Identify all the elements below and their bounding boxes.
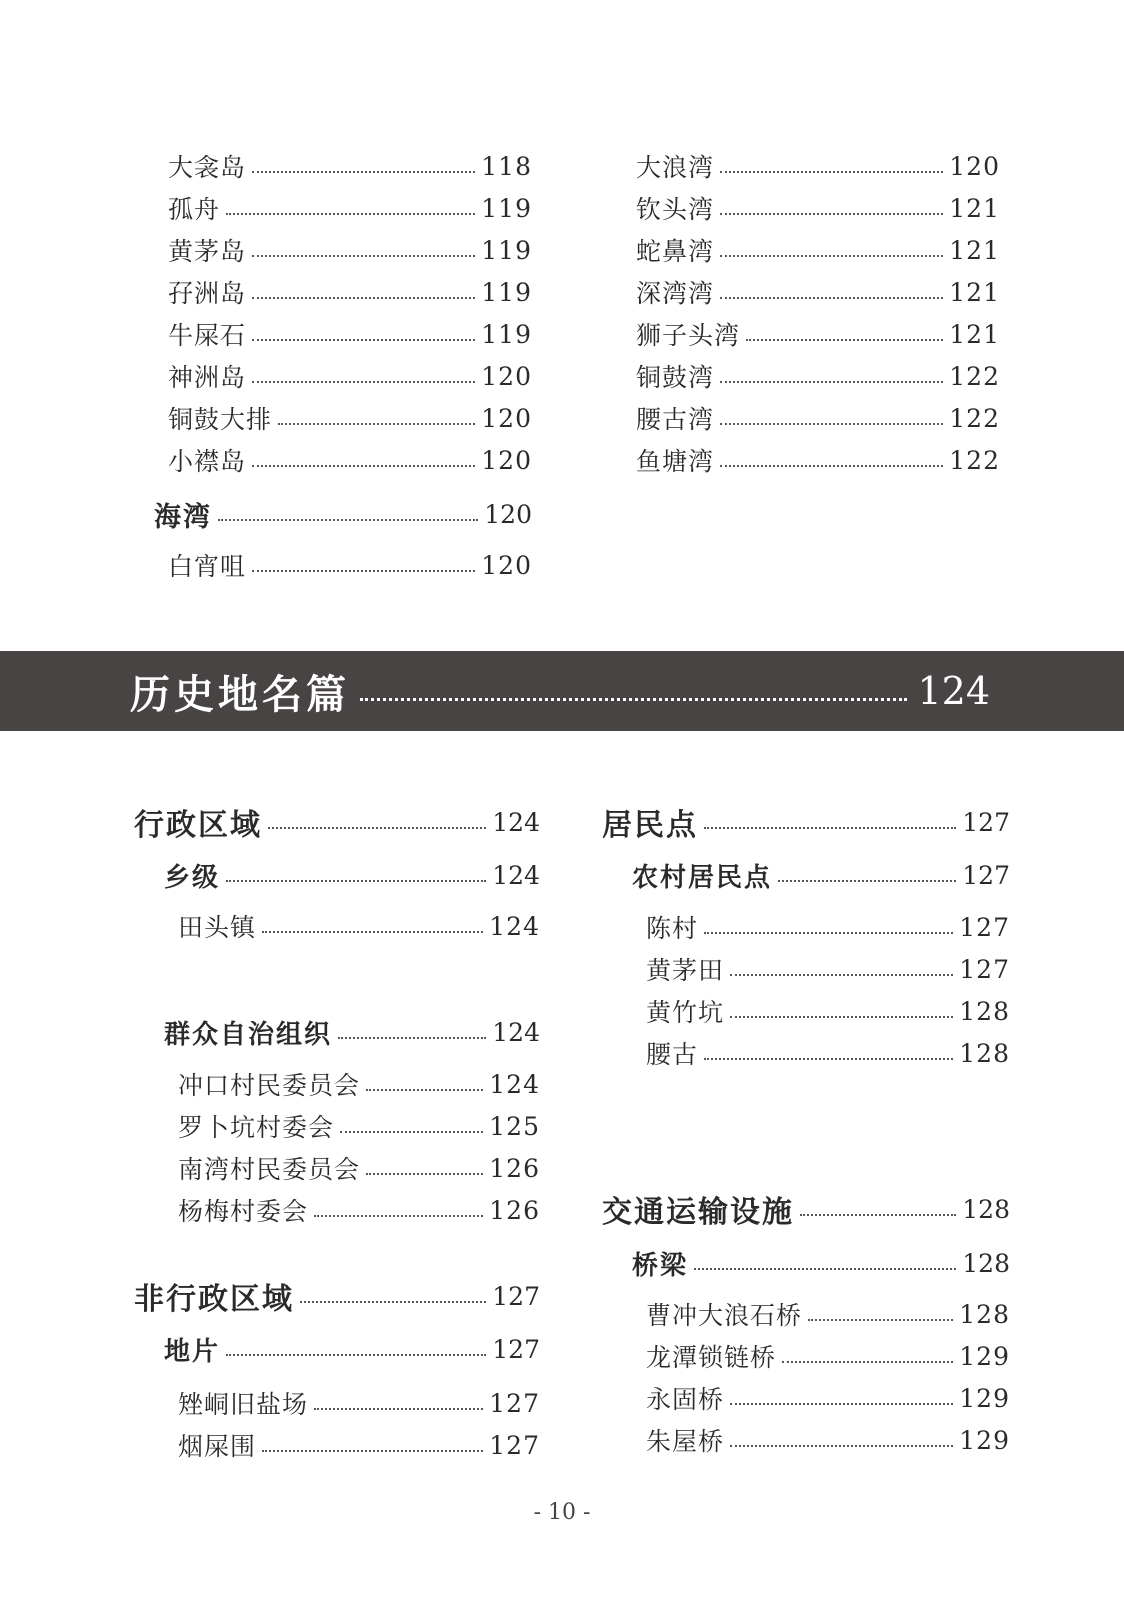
toc-entry[interactable] xyxy=(636,357,1000,395)
toc-entry-label: 陈村 xyxy=(646,914,699,943)
toc-entry[interactable] xyxy=(164,1013,540,1051)
toc-entry[interactable] xyxy=(632,1244,1010,1282)
leader-dots xyxy=(226,213,475,215)
leader-dots xyxy=(226,880,486,882)
toc-entry-label: 鱼塘湾 xyxy=(636,447,715,476)
toc-entry-label: 田头镇 xyxy=(178,913,257,942)
leader-dots xyxy=(808,1319,953,1321)
toc-entry-page: 129 xyxy=(959,1383,1010,1413)
toc-entry-label: 乡级 xyxy=(164,862,221,893)
toc-entry-label: 神洲岛 xyxy=(168,363,247,392)
toc-entry[interactable] xyxy=(178,1426,540,1464)
toc-entry[interactable] xyxy=(636,399,1000,437)
toc-entry-page: 119 xyxy=(481,319,532,349)
toc-entry-label: 桥梁 xyxy=(632,1250,689,1281)
toc-entry[interactable] xyxy=(134,803,540,841)
toc-entry-label: 孤舟 xyxy=(168,195,221,224)
leader-dots xyxy=(314,1408,483,1410)
toc-entry-label: 海湾 xyxy=(154,501,212,533)
toc-entry-page: 118 xyxy=(481,151,532,181)
toc-entry-page: 128 xyxy=(959,996,1010,1026)
toc-entry-page: 124 xyxy=(492,1017,540,1047)
toc-entry-page: 120 xyxy=(949,151,1000,181)
toc-entry-page: 127 xyxy=(492,1281,540,1311)
chapter-entry[interactable] xyxy=(130,651,990,731)
toc-entry-page: 128 xyxy=(962,1194,1010,1224)
toc-entry-page: 121 xyxy=(949,319,1000,349)
leader-dots xyxy=(366,1173,483,1175)
leader-dots xyxy=(720,255,943,257)
toc-entry-page: 127 xyxy=(962,807,1010,837)
toc-entry-page: 129 xyxy=(959,1425,1010,1455)
toc-entry-label: 钦头湾 xyxy=(636,195,715,224)
toc-entry[interactable] xyxy=(646,1379,1010,1417)
toc-entry-page: 126 xyxy=(489,1195,540,1225)
leader-dots xyxy=(300,1301,486,1303)
toc-entry-label: 狮子头湾 xyxy=(636,321,741,350)
chapter-title: 历史地名篇 xyxy=(130,670,350,718)
leader-dots xyxy=(800,1214,956,1216)
toc-entry-page: 122 xyxy=(949,403,1000,433)
toc-entry[interactable] xyxy=(168,399,532,437)
leader-dots xyxy=(252,297,475,299)
toc-entry-label: 行政区域 xyxy=(134,808,262,843)
leader-dots xyxy=(226,1354,486,1356)
toc-entry[interactable] xyxy=(168,189,532,227)
leader-dots xyxy=(338,1037,486,1039)
toc-entry-label: 曹冲大浪石桥 xyxy=(646,1301,803,1330)
leader-dots xyxy=(278,423,475,425)
toc-entry-label: 深湾湾 xyxy=(636,279,715,308)
toc-entry-label: 白宵咀 xyxy=(168,552,247,581)
toc-entry-label: 黄竹坑 xyxy=(646,998,725,1027)
toc-entry-label: 烟屎围 xyxy=(178,1432,257,1461)
leader-dots xyxy=(694,1268,956,1270)
chapter-page: 124 xyxy=(917,669,990,713)
toc-entry-page: 122 xyxy=(949,445,1000,475)
toc-entry-label: 大浪湾 xyxy=(636,153,715,182)
toc-entry-label: 朱屋桥 xyxy=(646,1427,725,1456)
toc-entry-label: 交通运输设施 xyxy=(602,1195,794,1230)
leader-dots xyxy=(730,1016,953,1018)
toc-entry[interactable] xyxy=(646,1337,1010,1375)
toc-entry-page: 122 xyxy=(949,361,1000,391)
toc-entry-label: 铜鼓大排 xyxy=(168,405,273,434)
leader-dots xyxy=(252,339,475,341)
toc-entry[interactable] xyxy=(178,1107,540,1145)
leader-dots xyxy=(704,1058,953,1060)
leader-dots xyxy=(262,931,483,933)
toc-entry-page: 119 xyxy=(481,235,532,265)
leader-dots xyxy=(366,1089,483,1091)
toc-entry[interactable] xyxy=(168,315,532,353)
toc-entry[interactable] xyxy=(178,1149,540,1187)
toc-entry-label: 南湾村民委员会 xyxy=(178,1155,361,1184)
leader-dots xyxy=(730,974,953,976)
toc-entry[interactable] xyxy=(602,803,1010,841)
toc-entry-label: 黄茅岛 xyxy=(168,237,247,266)
toc-entry[interactable] xyxy=(646,950,1010,988)
toc-entry-page: 128 xyxy=(959,1299,1010,1329)
leader-dots xyxy=(704,827,956,829)
leader-dots xyxy=(218,519,478,521)
toc-entry-page: 126 xyxy=(489,1153,540,1183)
leader-dots xyxy=(252,255,475,257)
leader-dots xyxy=(720,465,943,467)
toc-entry-page: 120 xyxy=(481,445,532,475)
toc-entry-page: 127 xyxy=(489,1430,540,1460)
toc-entry-page: 119 xyxy=(481,193,532,223)
toc-entry-page: 121 xyxy=(949,235,1000,265)
leader-dots xyxy=(252,570,475,572)
leader-dots xyxy=(730,1445,953,1447)
leader-dots xyxy=(782,1361,953,1363)
toc-entry-label: 非行政区域 xyxy=(134,1282,294,1317)
toc-entry-label: 农村居民点 xyxy=(632,862,773,893)
toc-entry-label: 群众自治组织 xyxy=(164,1019,333,1050)
toc-entry[interactable] xyxy=(646,992,1010,1030)
leader-dots xyxy=(268,827,486,829)
toc-entry-label: 牛屎石 xyxy=(168,321,247,350)
toc-entry-page: 127 xyxy=(959,912,1010,942)
toc-entry[interactable] xyxy=(168,231,532,269)
toc-entry-page: 121 xyxy=(949,193,1000,223)
toc-entry[interactable] xyxy=(636,441,1000,479)
leader-dots xyxy=(778,880,956,882)
toc-entry-label: 孖洲岛 xyxy=(168,279,247,308)
toc-entry[interactable] xyxy=(632,856,1010,894)
chapter-banner xyxy=(0,651,1124,731)
toc-entry[interactable] xyxy=(636,147,1000,185)
toc-entry[interactable] xyxy=(168,273,532,311)
toc-entry[interactable] xyxy=(178,1384,540,1422)
toc-entry-label: 罗卜坑村委会 xyxy=(178,1113,335,1142)
leader-dots xyxy=(720,381,943,383)
toc-entry-label: 居民点 xyxy=(602,808,698,843)
toc-entry[interactable] xyxy=(636,231,1000,269)
toc-entry-label: 冲口村民委员会 xyxy=(178,1071,361,1100)
leader-dots xyxy=(720,171,943,173)
toc-entry[interactable] xyxy=(646,1295,1010,1333)
toc-entry[interactable] xyxy=(178,1065,540,1103)
toc-entry-label: 杨梅村委会 xyxy=(178,1197,309,1226)
toc-entry-page: 124 xyxy=(492,860,540,890)
toc-entry-label: 铜鼓湾 xyxy=(636,363,715,392)
leader-dots xyxy=(262,1450,483,1452)
toc-section-heading[interactable] xyxy=(154,495,532,533)
toc-entry[interactable] xyxy=(164,856,540,894)
toc-entry[interactable] xyxy=(636,273,1000,311)
toc-entry-page: 120 xyxy=(484,499,532,529)
toc-entry-page: 128 xyxy=(962,1248,1010,1278)
toc-entry-label: 蛇鼻湾 xyxy=(636,237,715,266)
leader-dots xyxy=(720,213,943,215)
toc-entry-page: 124 xyxy=(489,911,540,941)
toc-entry[interactable] xyxy=(646,908,1010,946)
toc-entry-label: 腰古 xyxy=(646,1040,699,1069)
toc-entry[interactable] xyxy=(168,147,532,185)
toc-entry-page: 121 xyxy=(949,277,1000,307)
toc-entry-page: 127 xyxy=(962,860,1010,890)
toc-entry-page: 128 xyxy=(959,1038,1010,1068)
leader-dots xyxy=(252,171,475,173)
page-number: - 10 - xyxy=(533,1500,591,1525)
leader-dots xyxy=(746,339,943,341)
toc-entry-label: 永固桥 xyxy=(646,1385,725,1414)
toc-entry[interactable] xyxy=(636,189,1000,227)
toc-entry-page: 124 xyxy=(489,1069,540,1099)
leader-dots xyxy=(720,297,943,299)
toc-entry-label: 龙潭锁链桥 xyxy=(646,1343,777,1372)
toc-entry[interactable] xyxy=(168,357,532,395)
toc-entry[interactable] xyxy=(164,1330,540,1368)
toc-entry[interactable] xyxy=(646,1034,1010,1072)
leader-dots xyxy=(252,381,475,383)
toc-entry[interactable] xyxy=(168,546,532,584)
toc-entry-page: 120 xyxy=(481,361,532,391)
toc-entry-page: 125 xyxy=(489,1111,540,1141)
leader-dots xyxy=(360,698,907,701)
toc-entry-page: 120 xyxy=(481,550,532,580)
toc-entry-label: 腰古湾 xyxy=(636,405,715,434)
leader-dots xyxy=(730,1403,953,1405)
leader-dots xyxy=(340,1131,483,1133)
toc-entry-page: 120 xyxy=(481,403,532,433)
toc-entry-label: 大衾岛 xyxy=(168,153,247,182)
leader-dots xyxy=(720,423,943,425)
toc-entry-label: 黄茅田 xyxy=(646,956,725,985)
toc-entry[interactable] xyxy=(168,441,532,479)
toc-entry[interactable] xyxy=(134,1277,540,1315)
leader-dots xyxy=(252,465,475,467)
toc-entry[interactable] xyxy=(178,1191,540,1229)
toc-entry-page: 127 xyxy=(492,1334,540,1364)
toc-entry-label: 地片 xyxy=(164,1336,221,1367)
toc-entry-page: 127 xyxy=(489,1388,540,1418)
toc-entry-page: 124 xyxy=(492,807,540,837)
toc-entry-label: 矬峒旧盐场 xyxy=(178,1390,309,1419)
toc-entry[interactable] xyxy=(636,315,1000,353)
toc-entry-page: 127 xyxy=(959,954,1010,984)
toc-entry-page: 129 xyxy=(959,1341,1010,1371)
toc-entry[interactable] xyxy=(178,907,540,945)
leader-dots xyxy=(704,932,953,934)
toc-entry-page: 119 xyxy=(481,277,532,307)
toc-entry[interactable] xyxy=(602,1190,1010,1228)
toc-entry-label: 小襟岛 xyxy=(168,447,247,476)
toc-entry[interactable] xyxy=(646,1421,1010,1459)
leader-dots xyxy=(314,1215,483,1217)
